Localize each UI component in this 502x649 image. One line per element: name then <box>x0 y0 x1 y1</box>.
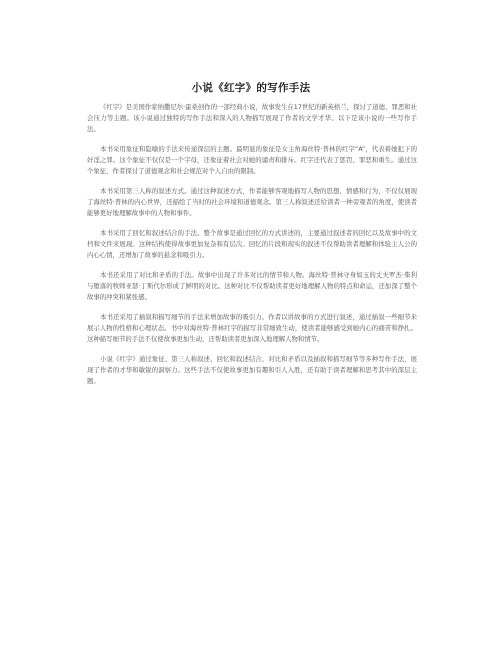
page-title: 小说《红字》的写作手法 <box>191 82 311 94</box>
paragraph-detail: 本书还采用了插叙和描写细节的手法来增加故事的吸引力。作者以讲故事的方式进行叙述，通过插叙一些细节来展示人物的性格和心理状态。书中对海丝特·普林红字的描写非常细致生动，使读者能够感受到她内心的痛苦和挣扎。这种描写细节的手法不仅使故事更加生动，还帮助读者更加深入地理解人物和情节。 <box>87 313 417 343</box>
paragraph-contrast: 本书还采用了对比和矛盾的手法。故事中出现了许多对比的情节和人物。海丝特·普林守身如玉的丈夫罗杰·柴利与堕落的牧师亚瑟·丁斯代尔形成了鲜明的对比。这种对比不仅帮助读者更好地理解人物的特点和命运，还加深了整个故事的冲突和紧张感。 <box>87 271 417 301</box>
paragraph-narration: 本书采用第三人称的叙述方式。通过这种叙述方式，作者能够客观地描写人物的思想、情感和行为，不仅仅展现了海丝特·普林的内心世界，还描绘了当时的社会环境和道德观念。第三人称叙述还给读者一种旁观者的角度，使读者能够更好地理解故事中的人物和事件。 <box>87 187 417 217</box>
paragraph-intro: 《红字》是美国作家纳撒尼尔·霍桑创作的一部经典小说，故事发生在17世纪的新英格兰，探讨了道德、罪恶和社会压力等主题。该小说通过独特的写作手法和深入的人物描写展现了作者的文学才华。以下是该小说的一些写作手法。 <box>87 103 417 133</box>
document-body <box>87 102 417 396</box>
paragraph-conclusion: 小说《红字》通过象征、第三人称叙述、回忆和叙述结合、对比和矛盾以及插叙和描写细节等多种写作手法，展现了作者的才华和敏锐的洞察力。这些手法不仅使故事更加有趣和引人入胜，还有助于读者理解和思考其中的深层主题。 <box>87 355 417 385</box>
paragraph-symbolism: 本书采用象征和隐喻的手法来传递深层的主题。最明显的象征是女主角海丝特·普林的红字“A”，代表着她犯下的奸淫之罪。这个象征不仅仅是一个字母，还象征着社会对她的谴责和排斥。红字还代表了惩罚、罪恶和重生。通过这个象征，作者探讨了道德观念和社会规范对个人自由的限制。 <box>87 145 417 175</box>
paragraph-recollection: 本书采用了回忆和叙述结合的手法。整个故事是通过回忆的方式讲述的，主要通过叙述者的回忆以及故事中的文档和文件来展现。这种结构使得故事更加复杂和有层次。回忆的片段和现实的叙述不仅帮助读者理解和体验主人公的内心心情，还增加了故事的悬念和吸引力。 <box>87 229 417 259</box>
